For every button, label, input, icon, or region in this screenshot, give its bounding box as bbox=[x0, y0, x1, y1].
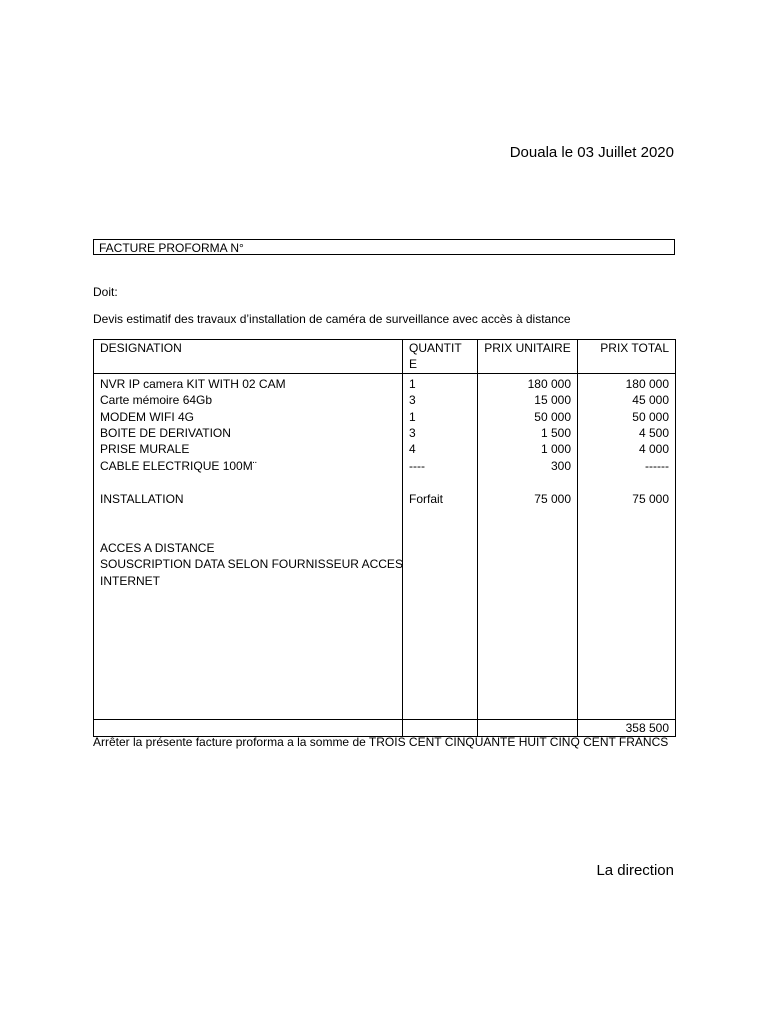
doit-label: Doit: bbox=[93, 285, 118, 299]
list-item: NVR IP camera KIT WITH 02 CAM bbox=[100, 376, 286, 391]
designation-column bbox=[94, 373, 403, 719]
list-item: INSTALLATION bbox=[100, 491, 184, 506]
grand-total: 358 500 bbox=[578, 719, 676, 736]
table-body-row bbox=[94, 373, 676, 719]
invoice-table bbox=[93, 339, 676, 737]
list-item: SOUSCRIPTION DATA SELON FOURNISSEUR ACCES bbox=[100, 557, 403, 572]
document-date: Douala le 03 Juillet 2020 bbox=[509, 144, 674, 161]
quantite-column: 1 3 1 3 4 ---- Forfait bbox=[403, 373, 478, 719]
list-item: PRISE MURALE bbox=[100, 442, 190, 457]
list-item: ACCES A DISTANCE bbox=[100, 540, 215, 555]
quote-description: Devis estimatif des travaux d’installation de caméra de surveillance avec accès à distance bbox=[93, 312, 571, 326]
header-quantite: QUANTIT E bbox=[403, 340, 478, 374]
header-designation: DESIGNATION bbox=[94, 340, 403, 374]
header-prix-total: PRIX TOTAL bbox=[578, 340, 676, 374]
list-item: Carte mémoire 64Gb bbox=[100, 393, 213, 408]
prix-unitaire-column: 180 000 15 000 50 000 1 500 1 000 300 75 000 bbox=[478, 373, 578, 719]
list-item: MODEM WIFI 4G bbox=[100, 409, 194, 424]
invoice-title: FACTURE PROFORMA N° bbox=[93, 239, 675, 255]
amount-in-words: Arrêter la présente facture proforma a la somme de TROIS CENT CINQUANTE HUIT CINQ CENT FRANCS bbox=[93, 735, 669, 749]
prix-total-column: 180 000 45 000 50 000 4 500 4 000 ------ 75 000 bbox=[578, 373, 676, 719]
list-item: INTERNET bbox=[100, 573, 160, 588]
signature-label: La direction bbox=[596, 862, 674, 879]
list-item: CABLE ELECTRIQUE 100M¨ bbox=[100, 458, 257, 473]
table-header-row bbox=[94, 340, 676, 374]
list-item: BOITE DE DERIVATION bbox=[100, 425, 231, 440]
header-prix-unitaire: PRIX UNITAIRE bbox=[478, 340, 578, 374]
